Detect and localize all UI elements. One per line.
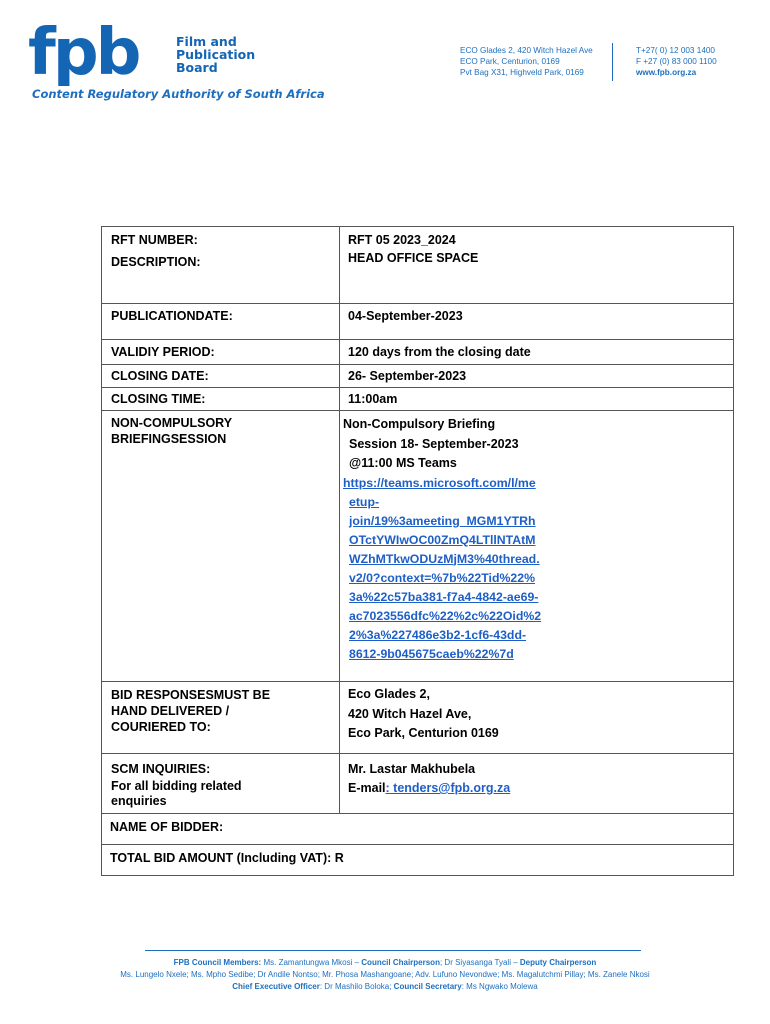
briefing-label-2: BRIEFINGSESSION xyxy=(111,432,227,446)
tagline: Content Regulatory Authority of South Africa xyxy=(32,87,325,101)
scm-email-link[interactable]: : tenders@fpb.org.za xyxy=(385,781,511,795)
fax: F +27 (0) 83 000 1100 xyxy=(636,57,717,66)
phone: T+27( 0) 12 003 1400 xyxy=(636,46,715,55)
delivery-value-3: Eco Park, Centurion 0169 xyxy=(348,726,499,740)
website-link[interactable]: www.fpb.org.za xyxy=(636,68,697,77)
delivery-value-1: Eco Glades 2, xyxy=(348,687,430,701)
footer-chair-name: Ms. Zamantungwa Mkosi – xyxy=(261,958,362,967)
table-row xyxy=(102,754,734,814)
rft-number-value: RFT 05 2023_2024 xyxy=(348,233,456,247)
footer-divider xyxy=(145,950,641,951)
teams-link-line[interactable]: OTctYWIwOC00ZmQ4LTllNTAtM xyxy=(349,532,536,547)
scm-email-prefix: E-mail xyxy=(348,781,386,795)
briefing-label-1: NON-COMPULSORY xyxy=(111,416,233,430)
footer-secretary-role: Council Secretary xyxy=(393,982,462,991)
scm-sub-2: enquiries xyxy=(111,794,167,808)
teams-link-line[interactable]: https://teams.microsoft.com/l/me xyxy=(343,475,536,490)
teams-link-line[interactable]: 3a%22c57ba381-f7a4-4842-ae69- xyxy=(349,589,539,604)
scm-contact: Mr. Lastar Makhubela xyxy=(348,762,476,776)
rft-number-label: RFT NUMBER: xyxy=(111,233,198,247)
org-line-3: Board xyxy=(176,60,218,75)
footer-secretary-name: : Ms Ngwako Molewa xyxy=(461,982,538,991)
rft-table xyxy=(101,226,734,876)
delivery-label-cell xyxy=(102,682,340,754)
scm-sub-1: For all bidding related xyxy=(111,779,242,793)
delivery-label-3: COURIERED TO: xyxy=(111,720,211,734)
briefing-value-3: @11:00 MS Teams xyxy=(349,456,457,470)
delivery-value-cell xyxy=(340,682,734,754)
briefing-value-cell xyxy=(340,411,734,682)
delivery-label-2: HAND DELIVERED / xyxy=(111,704,230,718)
address-line-1: ECO Glades 2, 420 Witch Hazel Ave xyxy=(460,46,593,55)
table-row xyxy=(102,682,734,754)
address-line-2: ECO Park, Centurion, 0169 xyxy=(460,57,560,66)
address-block xyxy=(460,45,593,78)
table-row xyxy=(102,365,734,388)
table-row xyxy=(102,411,734,682)
footer-ceo-name: : Dr Mashilo Boloka; xyxy=(319,982,394,991)
footer-line-1 xyxy=(0,957,770,969)
footer-council-label: FPB Council Members: xyxy=(173,958,262,967)
description-value: HEAD OFFICE SPACE xyxy=(348,251,479,265)
delivery-value-2: 420 Witch Hazel Ave, xyxy=(348,706,472,721)
table-row xyxy=(102,340,734,365)
briefing-label-cell xyxy=(102,411,340,682)
address-line-3: Pvt Bag X31, Highveld Park, 0169 xyxy=(460,68,584,77)
footer-line-3 xyxy=(0,981,770,993)
validity-label: VALIDIY PERIOD: xyxy=(102,340,340,365)
description-label: DESCRIPTION: xyxy=(111,255,201,269)
closing-date-label: CLOSING DATE: xyxy=(102,365,340,388)
briefing-value-1: Non-Compulsory Briefing xyxy=(343,417,496,431)
footer-ceo-role: Chief Executive Officer xyxy=(232,982,320,991)
teams-link-line[interactable]: ac7023556dfc%22%2c%22Oid%2 xyxy=(349,608,542,623)
teams-link-line[interactable]: 2%3a%227486e3b2-1cf6-43dd- xyxy=(349,627,527,642)
scm-value-cell xyxy=(340,754,734,814)
scm-email-line xyxy=(348,779,725,798)
table-row xyxy=(102,845,734,876)
rft-value-cell xyxy=(340,227,734,304)
table-row xyxy=(102,388,734,411)
footer-chair-role: Council Chairperson xyxy=(361,958,440,967)
footer-line-2: Ms. Lungelo Nxele; Ms. Mpho Sedibe; Dr Andile Nontso; Mr. Phosa Mashangoane; Adv. Lufuno Nevondwe; Ms. Magalutchmi Pillay; Ms. Zanele Nkosi xyxy=(120,970,650,979)
teams-link-line[interactable]: v2/0?context=%7b%22Tid%22% xyxy=(349,570,536,585)
contact-block xyxy=(636,45,717,78)
teams-link-line[interactable]: 8612-9b045675caeb%22%7d xyxy=(349,646,514,661)
total-bid-label: TOTAL BID AMOUNT (Including VAT): R xyxy=(102,845,734,876)
teams-link-line[interactable]: join/19%3ameeting_MGM1YTRh xyxy=(349,513,536,528)
publication-value: 04-September-2023 xyxy=(340,304,734,340)
scm-label: SCM INQUIRIES: xyxy=(111,762,211,776)
closing-time-label: CLOSING TIME: xyxy=(102,388,340,411)
footer-deputy-role: Deputy Chairperson xyxy=(519,958,597,967)
org-line-2: Publication xyxy=(176,47,256,62)
org-name xyxy=(176,35,255,74)
table-row xyxy=(102,304,734,340)
scm-label-cell xyxy=(102,754,340,814)
fpb-logo xyxy=(28,22,168,86)
delivery-label-1: BID RESPONSESMUST BE xyxy=(111,688,271,702)
publication-label: PUBLICATIONDATE: xyxy=(102,304,340,340)
closing-time-value: 11:00am xyxy=(340,388,734,411)
table-row xyxy=(102,814,734,845)
validity-value: 120 days from the closing date xyxy=(340,340,734,365)
logo-text: fpb xyxy=(28,22,139,86)
teams-link-line[interactable]: WZhMTkwODUzMjM3%40thread. xyxy=(349,551,540,566)
table-row xyxy=(102,227,734,304)
teams-link-line[interactable]: etup- xyxy=(349,494,380,509)
org-line-1: Film and xyxy=(176,34,237,49)
rft-label-cell xyxy=(102,227,340,304)
footer-deputy-name: ; Dr Siyasanga Tyali – xyxy=(439,958,520,967)
bidder-name-label: NAME OF BIDDER: xyxy=(102,814,734,845)
briefing-value-2: Session 18- September-2023 xyxy=(349,436,519,451)
closing-date-value: 26- September-2023 xyxy=(340,365,734,388)
header-divider xyxy=(612,43,613,81)
